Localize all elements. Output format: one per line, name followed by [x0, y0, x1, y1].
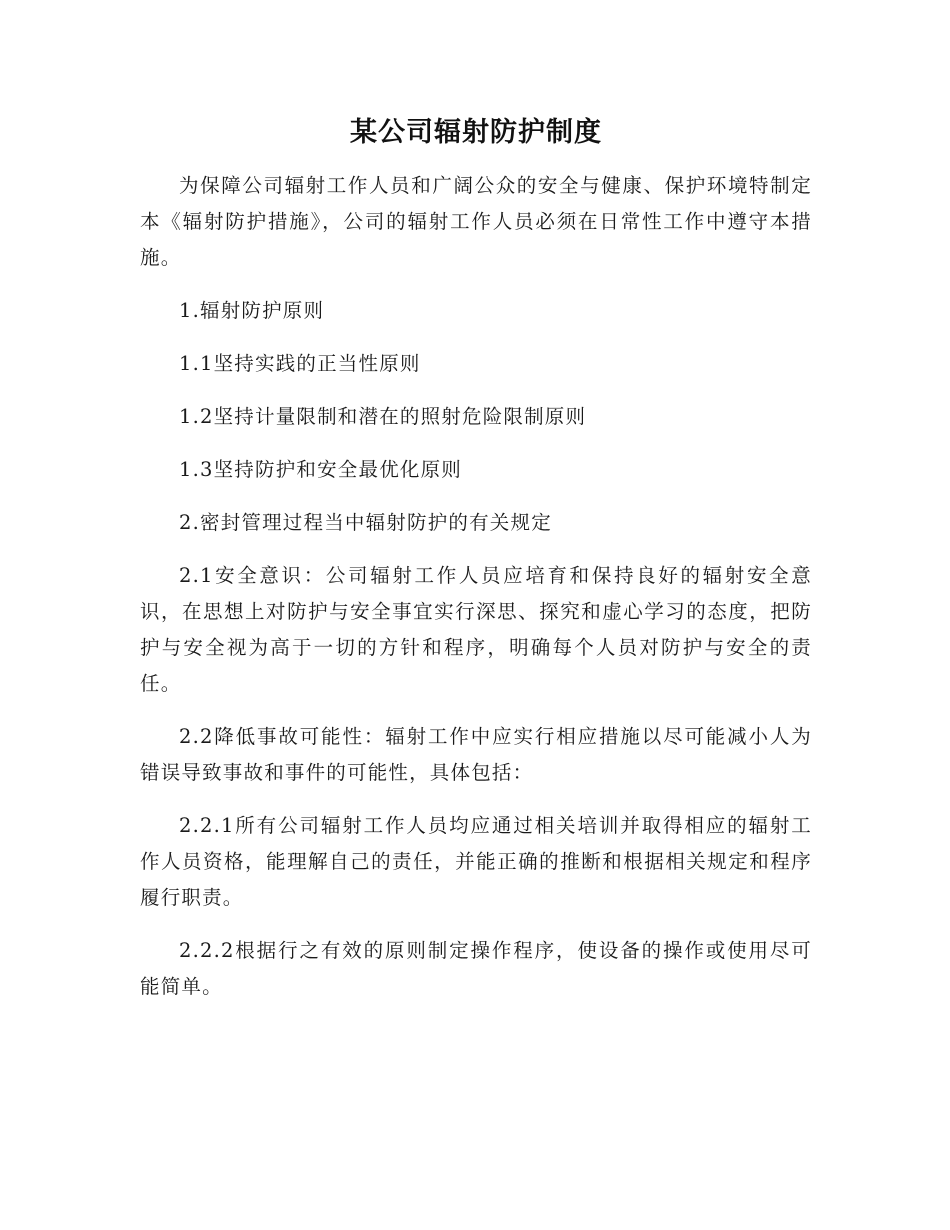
intro-paragraph: 为保障公司辐射工作人员和广阔公众的安全与健康、保护环境特制定本《辐射防护措施》，公司的辐射工作人员必须在日常性工作中遵守本措施。	[140, 174, 812, 269]
clause-1-3: 1.3坚持防护和安全最优化原则	[179, 458, 463, 481]
clause-2-2-2: 2.2.2根据行之有效的原则制定操作程序，使设备的操作或使用尽可能简单。	[140, 939, 812, 998]
document-body	[140, 108, 812, 1022]
section-heading-2: 2.密封管理过程当中辐射防护的有关规定	[179, 511, 552, 534]
document-title: 某公司辐射防护制度	[350, 117, 602, 148]
clause-2-2: 2.2降低事故可能性：辐射工作中应实行相应措施以尽可能减小人为错误导致事故和事件的可能性，具体包括：	[140, 725, 812, 784]
clause-2-2-1: 2.2.1所有公司辐射工作人员均应通过相关培训并取得相应的辐射工作人员资格，能理解自己的责任，并能正确的推断和根据相关规定和程序履行职责。	[140, 814, 812, 909]
section-heading-1: 1.辐射防护原则	[179, 299, 325, 322]
clause-2-1: 2.1安全意识：公司辐射工作人员应培育和保持良好的辐射安全意识，在思想上对防护与安全事宜实行深思、探究和虚心学习的态度，把防护与安全视为高于一切的方针和程序，明确每个人员对防护与安全的责任。	[140, 564, 812, 695]
clause-1-1: 1.1坚持实践的正当性原则	[179, 352, 421, 375]
clause-1-2: 1.2坚持计量限制和潜在的照射危险限制原则	[179, 405, 587, 428]
